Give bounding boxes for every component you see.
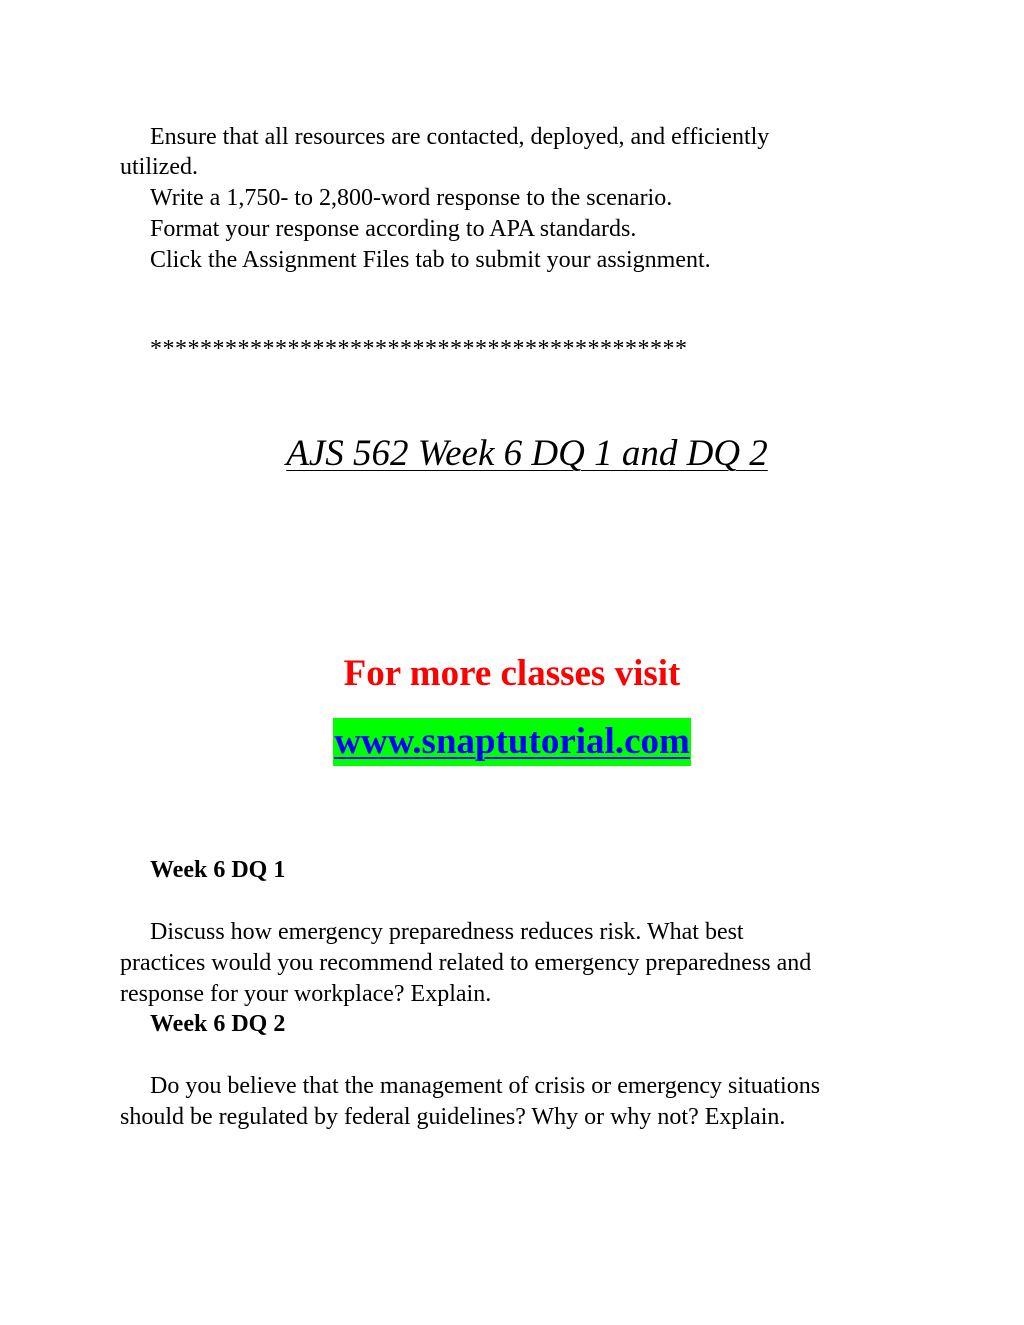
intro-line-word-count: Write a 1,750- to 2,800-word response to the scenario.	[150, 185, 673, 211]
dq1-line-2: practices would you recommend related to emergency preparedness and	[120, 950, 812, 976]
asterisk-separator: *******************************************	[150, 336, 688, 362]
dq2-heading: Week 6 DQ 2	[150, 1011, 286, 1037]
dq1-heading: Week 6 DQ 1	[150, 857, 286, 883]
intro-line-submit: Click the Assignment Files tab to submit your assignment.	[150, 247, 711, 273]
intro-line-apa: Format your response according to APA standards.	[150, 216, 637, 242]
page-title: AJS 562 Week 6 DQ 1 and DQ 2	[286, 433, 768, 474]
dq1-line-3: response for your workplace? Explain.	[120, 981, 492, 1007]
dq1-line-1: Discuss how emergency preparedness reduces risk. What best	[150, 919, 744, 945]
intro-line-resources: Ensure that all resources are contacted, deployed, and efficiently	[150, 124, 770, 150]
snaptutorial-link[interactable]: www.snaptutorial.com	[333, 718, 691, 766]
dq2-line-2: should be regulated by federal guidelines? Why or why not? Explain.	[120, 1104, 786, 1130]
promo-link-container	[0, 718, 1024, 766]
promo-text: For more classes visit	[343, 653, 681, 694]
dq2-line-1: Do you believe that the management of crisis or emergency situations	[150, 1073, 821, 1099]
intro-line-utilized: utilized.	[120, 154, 198, 180]
